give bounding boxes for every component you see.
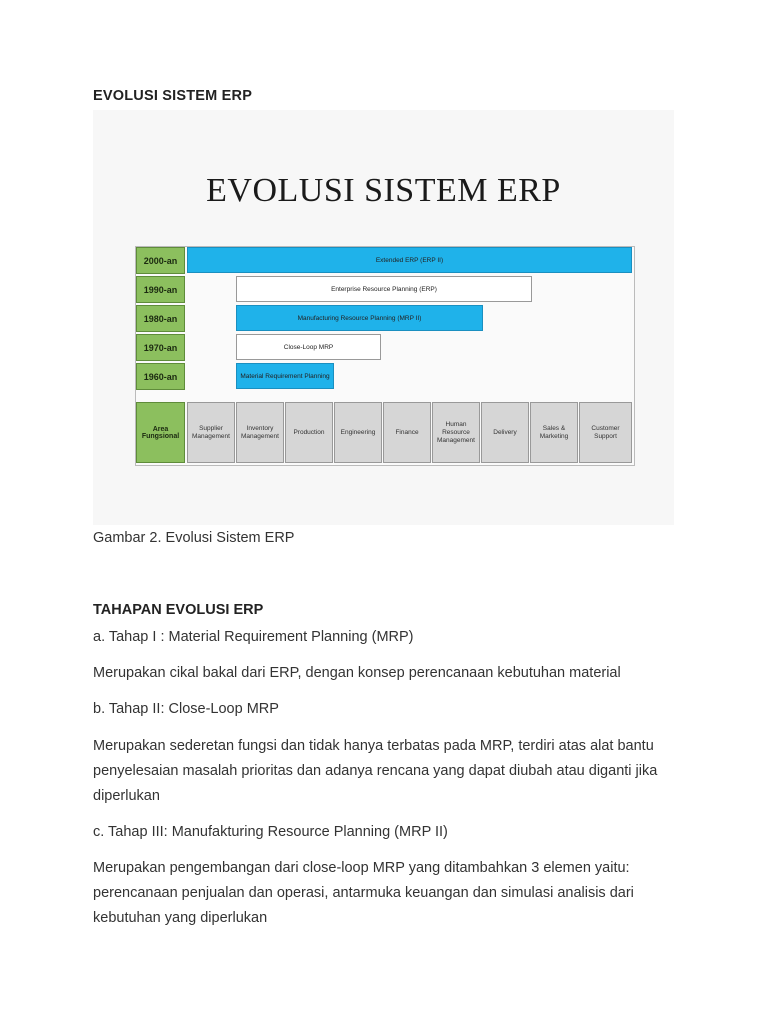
- stage-heading: c. Tahap III: Manufakturing Resource Planning (MRP II): [93, 824, 448, 840]
- paragraph: Merupakan cikal bakal dari ERP, dengan konsep perencanaan kebutuhan material: [93, 665, 621, 681]
- area-cell: Supplier Management: [187, 402, 235, 463]
- document-heading: EVOLUSI SISTEM ERP: [93, 88, 253, 104]
- area-cell: Delivery: [481, 402, 529, 463]
- area-fungsional-label: Area Fungsional: [136, 402, 185, 463]
- figure-caption: Gambar 2. Evolusi Sistem ERP: [93, 530, 295, 546]
- figure-title: EVOLUSI SISTEM ERP: [206, 172, 561, 209]
- era-bar-mrp-ii: Manufacturing Resource Planning (MRP II): [236, 305, 483, 331]
- year-label: 1970-an: [136, 334, 185, 361]
- area-cell: Engineering: [334, 402, 382, 463]
- era-bar-close-loop-mrp: Close-Loop MRP: [236, 334, 381, 360]
- era-bar-mrp: Material Requirement Planning: [236, 363, 334, 389]
- area-cell: Inventory Management: [236, 402, 284, 463]
- area-cell: Human Resource Management: [432, 402, 480, 463]
- area-cell: Customer Support: [579, 402, 632, 463]
- paragraph: Merupakan sederetan fungsi dan tidak hanya terbatas pada MRP, terdiri atas alat bantu penyelesaian masalah prioritas dan adanya rencana yang dapat diubah atau diganti jika diperlukan: [93, 738, 658, 804]
- stage-heading: b. Tahap II: Close-Loop MRP: [93, 701, 279, 717]
- stage-heading: a. Tahap I : Material Requirement Planning (MRP): [93, 629, 414, 645]
- year-label: 1990-an: [136, 276, 185, 303]
- erp-evolution-figure: [93, 110, 674, 525]
- area-cell: Finance: [383, 402, 431, 463]
- year-label: 2000-an: [136, 247, 185, 274]
- paragraph: Merupakan pengembangan dari close-loop MRP yang ditambahkan 3 elemen yaitu: perencanaan penjualan dan operasi, antarmuka keuangan dan simulasi analisis dari kebutuhan yang diperlukan: [93, 860, 634, 926]
- section-title: TAHAPAN EVOLUSI ERP: [93, 602, 264, 618]
- area-cell: Production: [285, 402, 333, 463]
- area-cell: Sales & Marketing: [530, 402, 578, 463]
- year-label: 1960-an: [136, 363, 185, 390]
- era-bar-erp: Enterprise Resource Planning (ERP): [236, 276, 532, 302]
- year-label: 1980-an: [136, 305, 185, 332]
- era-bar-erp-ii: Extended ERP (ERP II): [187, 247, 632, 273]
- evolution-grid: [135, 246, 635, 466]
